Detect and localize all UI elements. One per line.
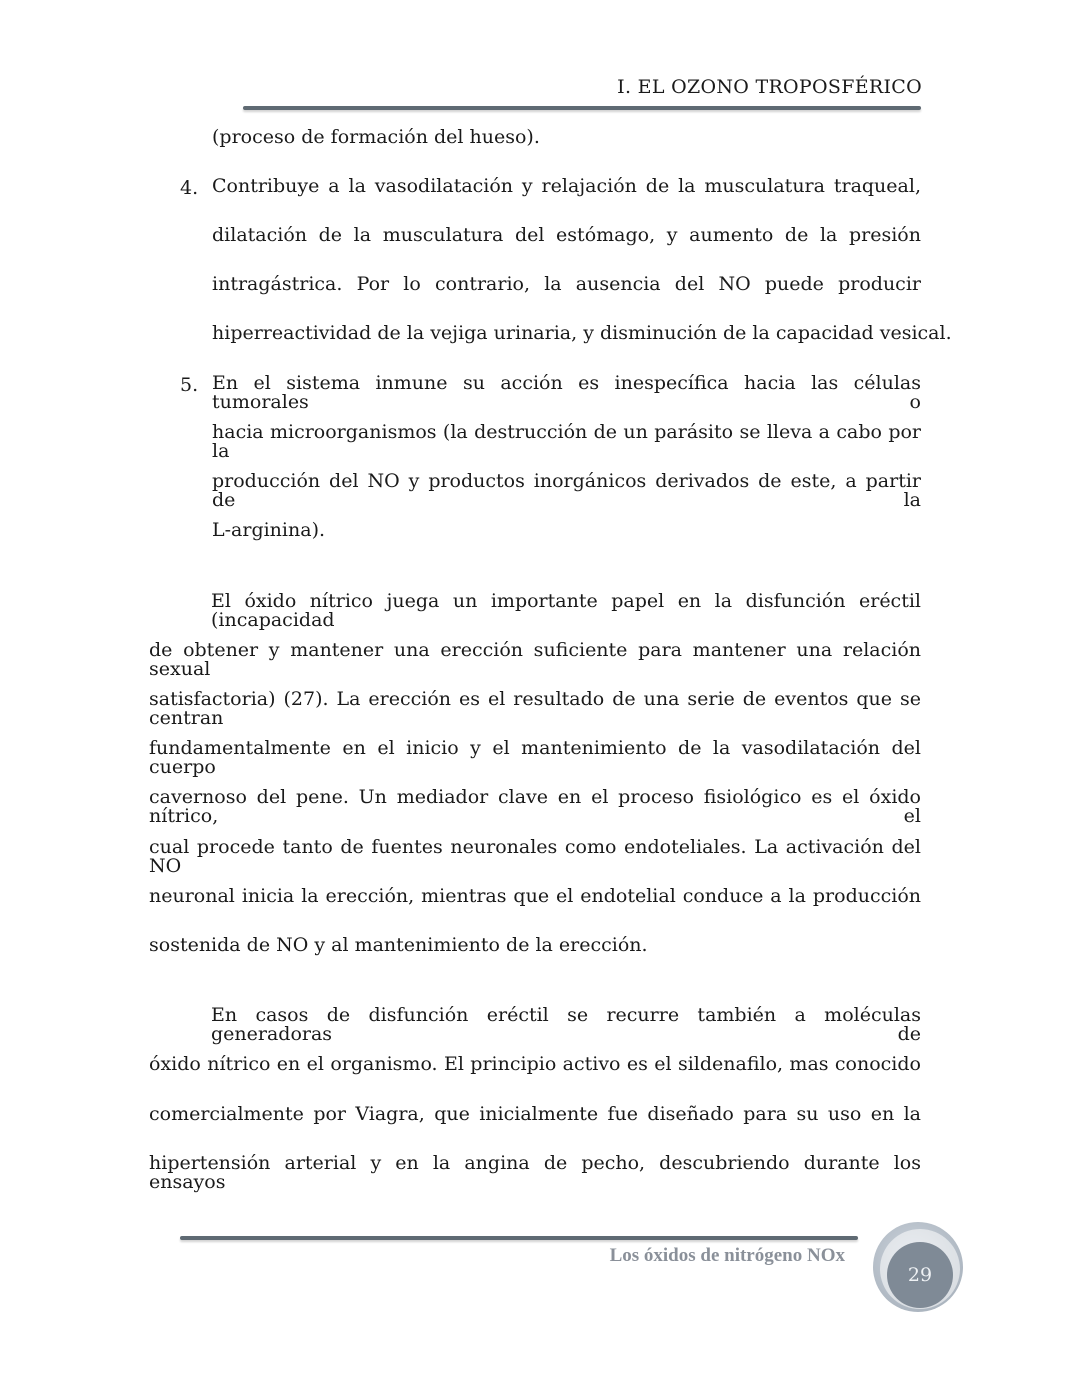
page-number: 29 — [907, 1264, 933, 1286]
paragraph-line: cual procede tanto de fuentes neuronales como endoteliales. La activación del NO — [149, 836, 921, 877]
list-item-line: hiperreactividad de la vejiga urinaria, y disminución de la capacidad vesical. — [212, 322, 952, 344]
list-item-line: Contribuye a la vasodilatación y relajación de la musculatura traqueal, — [212, 175, 921, 197]
list-item-number: 4. — [180, 177, 199, 199]
paragraph-line: En casos de disfunción eréctil se recurre también a moléculas generadoras de — [211, 1004, 921, 1045]
paragraph-line: neuronal inicia la erección, mientras que el endotelial conduce a la producción — [149, 885, 921, 907]
running-header: I. EL OZONO TROPOSFÉRICO — [617, 76, 922, 98]
footer-divider — [180, 1236, 858, 1240]
paragraph-line: El óxido nítrico juega un importante papel en la disfunción eréctil (incapacidad — [211, 590, 921, 631]
paragraph-line: de obtener y mantener una erección suficiente para mantener una relación sexual — [149, 639, 921, 680]
paragraph-line: satisfactoria) (27). La erección es el resultado de una serie de eventos que se centran — [149, 688, 921, 729]
list-item-line: En el sistema inmune su acción es inespecífica hacia las células tumorales o — [212, 372, 921, 413]
list-item-line: dilatación de la musculatura del estómago, y aumento de la presión — [212, 224, 921, 246]
header-divider — [243, 106, 921, 110]
running-footer: Los óxidos de nitrógeno NOx — [609, 1245, 845, 1266]
paragraph-line: sostenida de NO y al mantenimiento de la erección. — [149, 934, 648, 956]
paragraph-line: comercialmente por Viagra, que inicialmente fue diseñado para su uso en la — [149, 1103, 921, 1125]
list-item-line: L-arginina). — [212, 519, 326, 541]
paragraph-line: cavernoso del pene. Un mediador clave en el proceso fisiológico es el óxido nítrico, el — [149, 786, 921, 827]
paragraph-line: óxido nítrico en el organismo. El principio activo es el sildenafilo, mas conocido — [149, 1053, 921, 1075]
list-item-number: 5. — [180, 374, 199, 396]
list-item-line: producción del NO y productos inorgánicos derivados de este, a partir de la — [212, 470, 921, 511]
list-continuation-line: (proceso de formación del hueso). — [212, 126, 540, 148]
paragraph-line: hipertensión arterial y en la angina de pecho, descubriendo durante los ensayos — [149, 1152, 921, 1193]
list-item-line: intragástrica. Por lo contrario, la ausencia del NO puede producir — [212, 273, 921, 295]
paragraph-line: fundamentalmente en el inicio y el mantenimiento de la vasodilatación del cuerpo — [149, 737, 921, 778]
list-item-line: hacia microorganismos (la destrucción de un parásito se lleva a cabo por la — [212, 421, 921, 462]
